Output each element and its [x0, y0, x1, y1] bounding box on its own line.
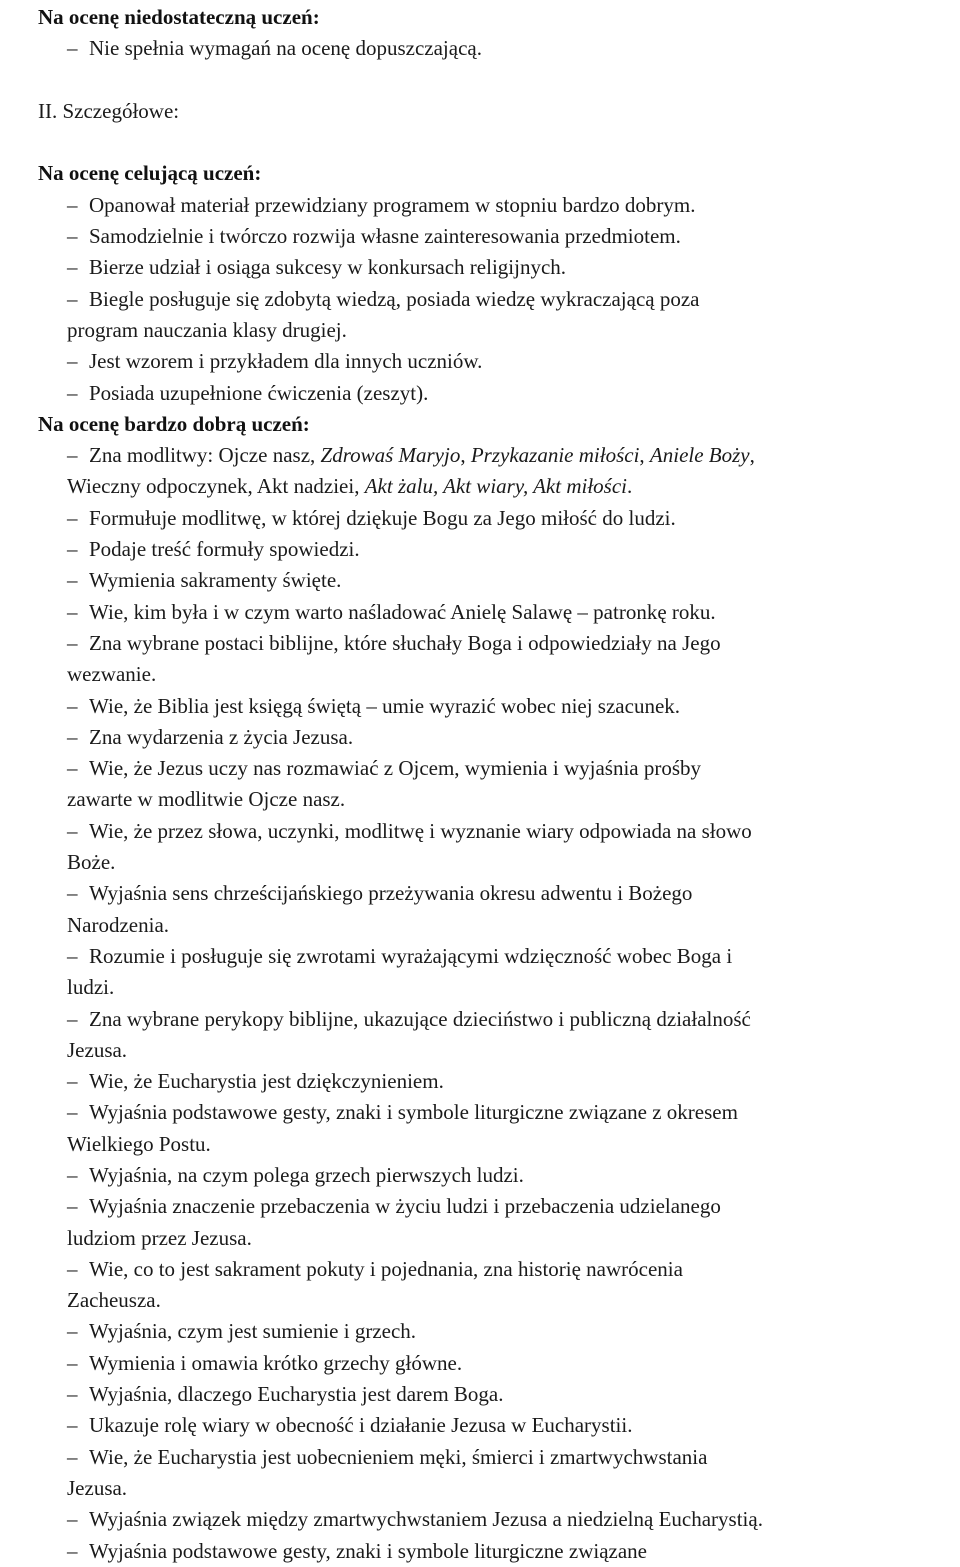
list-item-continuation: program nauczania klasy drugiej. — [67, 317, 347, 342]
dash-bullet: – — [67, 1444, 78, 1469]
dash-bullet: – — [67, 1006, 78, 1031]
list-item: – Rozumie i posługuje się zwrotami wyrażającymi wdzięczność wobec Boga i — [38, 941, 960, 972]
dash-bullet: – — [67, 1413, 78, 1438]
grade-list-bardzo-dobra — [38, 503, 960, 1567]
list-item-continuation: ludzi. — [67, 975, 115, 1000]
list-item-continuation: Wieczny odpoczynek, Akt nadziei, Akt żalu, Akt wiary, Akt miłości. — [67, 474, 633, 499]
list-item: – Wie, że Biblia jest księgą świętą – umie wyrazić wobec niej szacunek. — [38, 691, 960, 722]
list-item: – Wie, że Jezus uczy nas rozmawiać z Ojcem, wymienia i wyjaśnia prośby — [38, 753, 960, 784]
list-item: – Wyjaśnia podstawowe gesty, znaki i symbole liturgiczne związane z okresem — [38, 1097, 960, 1128]
list-item: – Wymienia sakramenty święte. — [38, 565, 960, 596]
list-item: – Podaje treść formuły spowiedzi. — [38, 534, 960, 565]
list-item: – Wie, że Eucharystia jest dziękczynieniem. — [38, 1066, 960, 1097]
list-item: – Wyjaśnia związek między zmartwychwstaniem Jezusa a niedzielną Eucharystią. — [38, 1504, 960, 1535]
dash-bullet: – — [67, 599, 78, 624]
section-title: II. Szczegółowe: — [38, 98, 180, 123]
list-item-continuation: Boże. — [67, 850, 116, 875]
list-item-continuation: Narodzenia. — [67, 912, 170, 937]
dash-bullet: – — [67, 881, 78, 906]
dash-bullet: – — [67, 192, 78, 217]
dash-bullet: – — [67, 1319, 78, 1344]
dash-bullet: – — [67, 1194, 78, 1219]
dash-bullet: – — [67, 224, 78, 249]
dash-bullet: – — [67, 1256, 78, 1281]
list-item: – Formułuje modlitwę, w której dziękuje Bogu za Jego miłość do ludzi. — [38, 503, 960, 534]
dash-bullet: – — [67, 630, 78, 655]
list-item: – Wyjaśnia, czym jest sumienie i grzech. — [38, 1316, 960, 1347]
list-item: – Zna wybrane postaci biblijne, które słuchały Boga i odpowiedziały na Jego — [38, 628, 960, 659]
list-item: – Zna wydarzenia z życia Jezusa. — [38, 722, 960, 753]
dash-bullet: – — [67, 1100, 78, 1125]
list-item: – Posiada uzupełnione ćwiczenia (zeszyt). — [38, 378, 960, 409]
grade-heading-celujaca: Na ocenę celującą uczeń: — [38, 161, 262, 186]
spacer — [38, 127, 960, 158]
dash-bullet: – — [67, 693, 78, 718]
dash-bullet: – — [67, 1069, 78, 1094]
dash-bullet: – — [67, 1538, 78, 1563]
dash-bullet: – — [67, 1162, 78, 1187]
list-item: – Bierze udział i osiąga sukcesy w konkursach religijnych. — [38, 252, 960, 283]
list-item: – Wyjaśnia podstawowe gesty, znaki i symbole liturgiczne związane — [38, 1536, 960, 1567]
dash-bullet: – — [67, 255, 78, 280]
list-item: – Wie, kim była i w czym warto naśladować Anielę Salawę – patronkę roku. — [38, 597, 960, 628]
dash-bullet: – — [67, 36, 78, 61]
dash-bullet: – — [67, 1382, 78, 1407]
list-item: – Opanował materiał przewidziany programem w stopniu bardzo dobrym. — [38, 190, 960, 221]
dash-bullet: – — [67, 756, 78, 781]
list-item-continuation: Jezusa. — [67, 1475, 128, 1500]
list-item: – Ukazuje rolę wiary w obecność i działanie Jezusa w Eucharystii. — [38, 1410, 960, 1441]
dash-bullet: – — [67, 1507, 78, 1532]
list-item-prayers: – Zna modlitwy: Ojcze nasz, Zdrowaś Maryjo, Przykazanie miłości, Aniele Boży, — [38, 440, 960, 471]
list-item-continuation: zawarte w modlitwie Ojcze nasz. — [67, 787, 346, 812]
list-item: – Zna wybrane perykopy biblijne, ukazujące dzieciństwo i publiczną działalność — [38, 1004, 960, 1035]
dash-bullet: – — [67, 943, 78, 968]
spacer — [38, 65, 960, 96]
dash-bullet: – — [67, 537, 78, 562]
dash-bullet: – — [67, 505, 78, 530]
list-item: – Wie, że przez słowa, uczynki, modlitwę i wyznanie wiary odpowiada na słowo — [38, 816, 960, 847]
list-item: – Wyjaśnia sens chrześcijańskiego przeżywania okresu adwentu i Bożego — [38, 878, 960, 909]
list-item-continuation: Zacheusza. — [67, 1288, 161, 1313]
list-item-continuation: Wielkiego Postu. — [67, 1131, 211, 1156]
dash-bullet: – — [67, 380, 78, 405]
list-item: – Samodzielnie i twórczo rozwija własne zainteresowania przedmiotem. — [38, 221, 960, 252]
list-item: – Wie, że Eucharystia jest uobecnieniem męki, śmierci i zmartwychwstania — [38, 1442, 960, 1473]
dash-bullet: – — [67, 818, 78, 843]
dash-bullet: – — [67, 349, 78, 374]
list-item-continuation: ludziom przez Jezusa. — [67, 1225, 252, 1250]
grade-heading-niedostateczna: Na ocenę niedostateczną uczeń: — [38, 5, 320, 29]
dash-bullet: – — [67, 724, 78, 749]
list-item: – Wie, co to jest sakrament pokuty i pojednania, zna historię nawrócenia — [38, 1254, 960, 1285]
list-item: – Wyjaśnia, na czym polega grzech pierwszych ludzi. — [38, 1160, 960, 1191]
dash-bullet: – — [67, 443, 78, 468]
list-item: – Wyjaśnia, dlaczego Eucharystia jest darem Boga. — [38, 1379, 960, 1410]
list-item-continuation: Jezusa. — [67, 1037, 128, 1062]
dash-bullet: – — [67, 286, 78, 311]
list-item: – Wyjaśnia znaczenie przebaczenia w życiu ludzi i przebaczenia udzielanego — [38, 1191, 960, 1222]
list-item-continuation: wezwanie. — [67, 662, 157, 687]
dash-bullet: – — [67, 568, 78, 593]
grade-heading-bardzo-dobra: Na ocenę bardzo dobrą uczeń: — [38, 411, 310, 436]
dash-bullet: – — [67, 1350, 78, 1375]
list-item: – Wymienia i omawia krótko grzechy główne. — [38, 1348, 960, 1379]
list-item: – Jest wzorem i przykładem dla innych uczniów. — [38, 346, 960, 377]
list-item: – Nie spełnia wymagań na ocenę dopuszczającą. — [38, 33, 960, 64]
list-item: – Biegle posługuje się zdobytą wiedzą, posiada wiedzę wykraczającą poza — [38, 284, 960, 315]
